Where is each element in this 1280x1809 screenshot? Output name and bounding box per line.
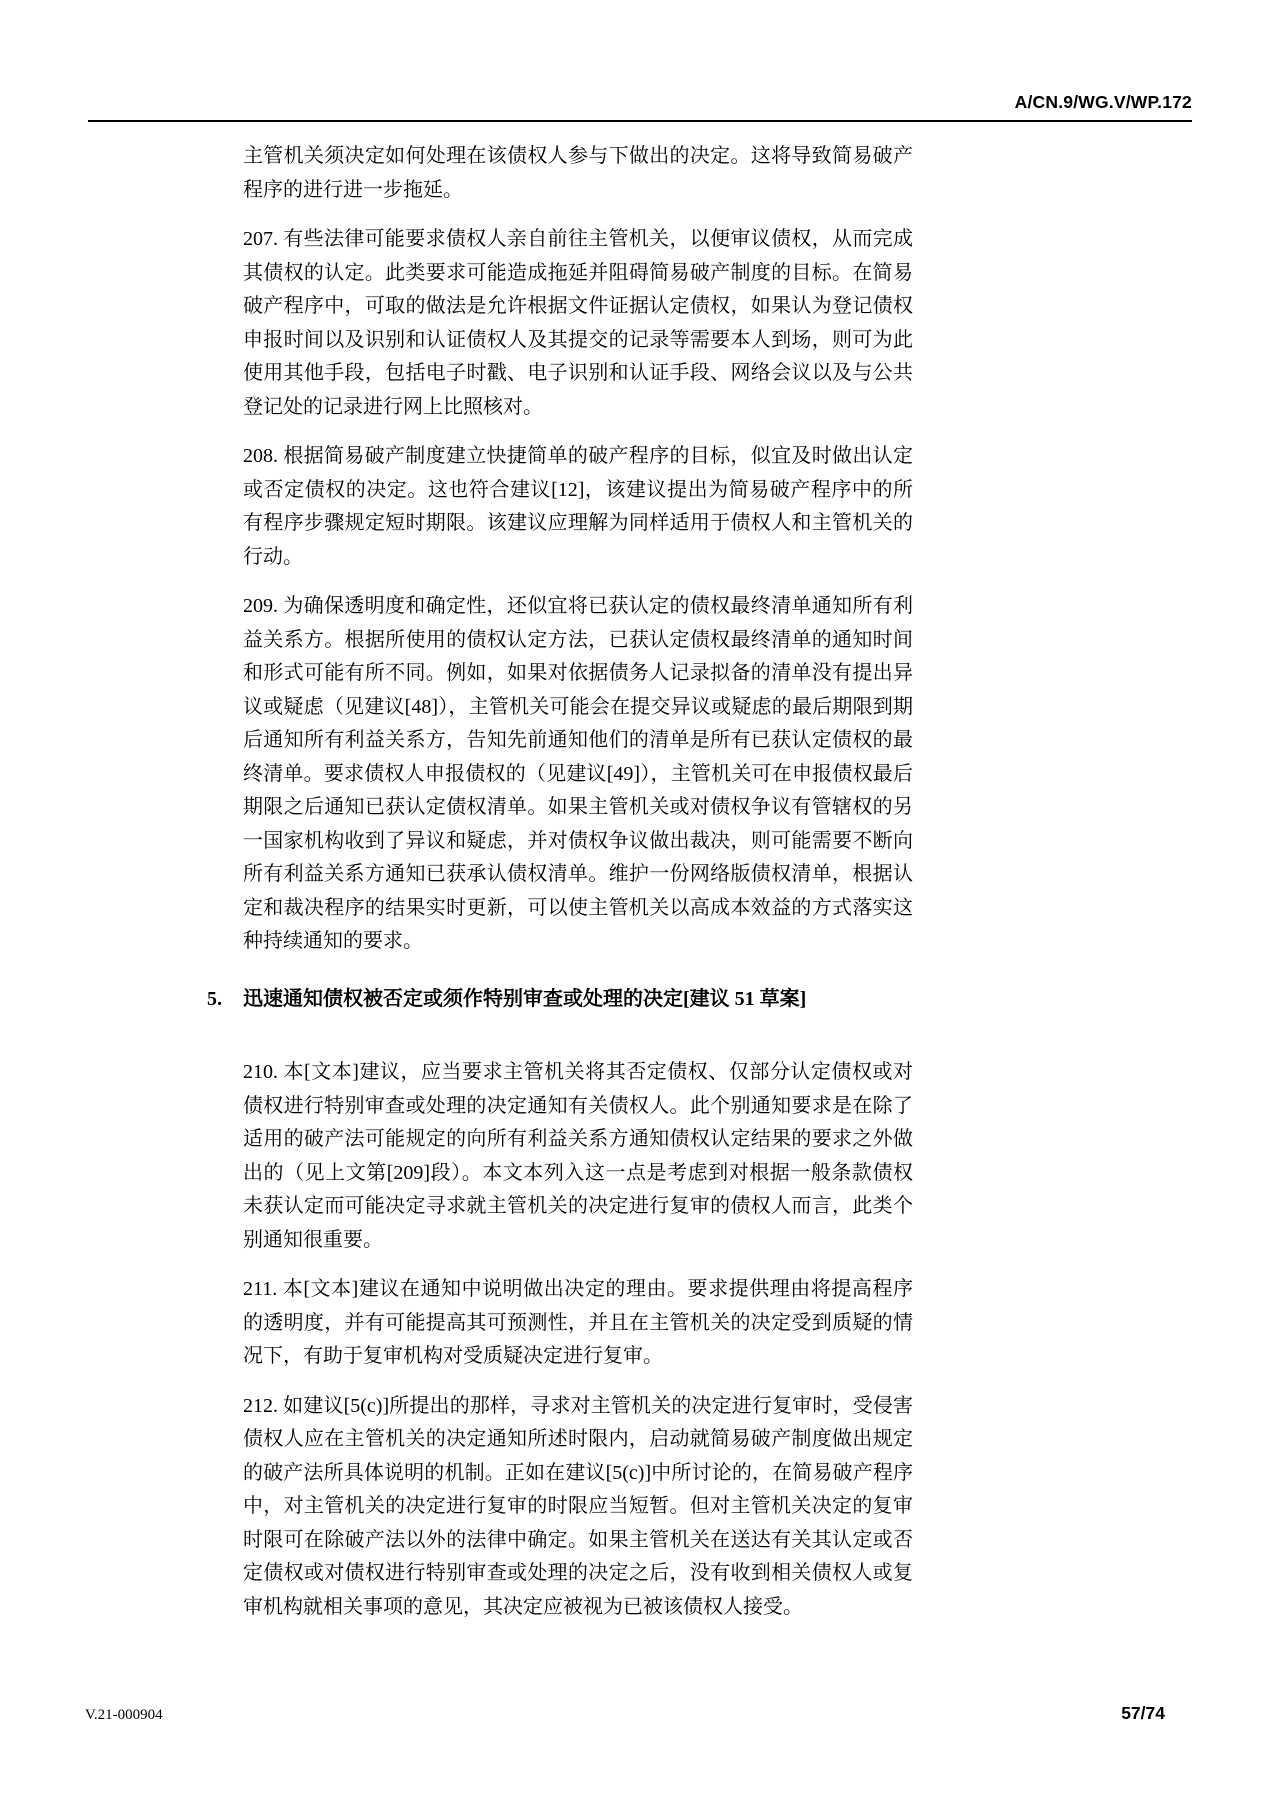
paragraph-207: 207. 有些法律可能要求债权人亲自前往主管机关，以便审议债权，从而完成其债权的认定。此类要求可能造成拖延并阻碍简易破产制度的目标。在简易破产程序中，可取的做法是允许根据文件证据认定债权，如果认为登记债权申报时间以及识别和认证债权人及其提交的记录等需要本人到场，则可为此使用其他手段，包括电子时戳、电子识别和认证手段、网络会议以及与公共登记处的记录进行网上比照核对。 (243, 228, 913, 418)
paragraph-211: 211. 本[文本]建议在通知中说明做出决定的理由。要求提供理由将提高程序的透明度，并有可能提高其可预测性，并且在主管机关的决定受到质疑的情况下，有助于复审机构对受质疑决定进行复审。 (243, 1278, 913, 1367)
paragraph-210: 210. 本[文本]建议，应当要求主管机关将其否定债权、仅部分认定债权或对债权进行特别审查或处理的决定通知有关债权人。此个别通知要求是在除了适用的破产法可能规定的向所有利益关系方通知债权认定结果的要求之外做出的（见上文第[209]段）。本文本列入这一点是考虑到对根据一般条款债权未获认定而可能决定寻求就主管机关的决定进行复审的债权人而言，此类个别通知很重要。 (243, 1061, 913, 1251)
page-header (0, 0, 1280, 122)
section-5-heading (207, 983, 913, 1017)
paragraph-206-continuation: 主管机关须决定如何处理在该债权人参与下做出的决定。这将导致简易破产程序的进行进一步拖延。 (243, 145, 913, 201)
header-rule (88, 120, 1192, 122)
paragraph-212: 212. 如建议[5(c)]所提出的那样，寻求对主管机关的决定进行复审时，受侵害债权人应在主管机关的决定通知所述时限内，启动就简易破产制度做出规定的破产法所具体说明的机制。正如在建议[5(c)]中所讨论的，在简易破产程序中，对主管机关的决定进行复审的时限应当短暂。但对主管机关决定的复审时限可在除破产法以外的法律中确定。如果主管机关在送达有关其认定或否定债权或对债权进行特别审查或处理的决定之后，没有收到相关债权人或复审机构就相关事项的意见，其决定应被视为已被该债权人接受。 (243, 1394, 913, 1618)
footer-page-number: 57/74 (1121, 1703, 1165, 1723)
section-5-number: 5. (207, 987, 222, 1010)
footer-document-number: V.21-000904 (85, 1707, 163, 1723)
page-footer (85, 1703, 1165, 1724)
document-symbol: A/CN.9/WG.V/WP.172 (1014, 92, 1192, 112)
paragraph-209: 209. 为确保透明度和确定性，还似宜将已获认定的债权最终清单通知所有利益关系方。根据所使用的债权认定方法，已获认定债权最终清单的通知时间和形式可能有所不同。例如，如果对依据债务人记录拟备的清单没有提出异议或疑虑（见建议[48]），主管机关可能会在提交异议或疑虑的最后期限到期后通知所有利益关系方，告知先前通知他们的清单是所有已获认定债权的最终清单。要求债权人申报债权的（见建议[49]），主管机关可在申报债权最后期限之后通知已获认定债权清单。如果主管机关或对债权争议有管辖权的另一国家机构收到了异议和疑虑，并对债权争议做出裁决，则可能需要不断向所有利益关系方通知已获承认债权清单。维护一份网络版债权清单，根据认定和裁决程序的结果实时更新，可以使主管机关以高成本效益的方式落实这种持续通知的要求。 (243, 595, 913, 952)
section-5-title: 迅速通知债权被否定或须作特别审查或处理的决定[建议 51 草案] (243, 987, 807, 1010)
paragraph-208: 208. 根据简易破产制度建立快捷简单的破产程序的目标，似宜及时做出认定或否定债权的决定。这也符合建议[12]，该建议提出为简易破产程序中的所有程序步骤规定短时期限。该建议应理解为同样适用于债权人和主管机关的行动。 (243, 445, 913, 568)
document-body (207, 140, 913, 1624)
